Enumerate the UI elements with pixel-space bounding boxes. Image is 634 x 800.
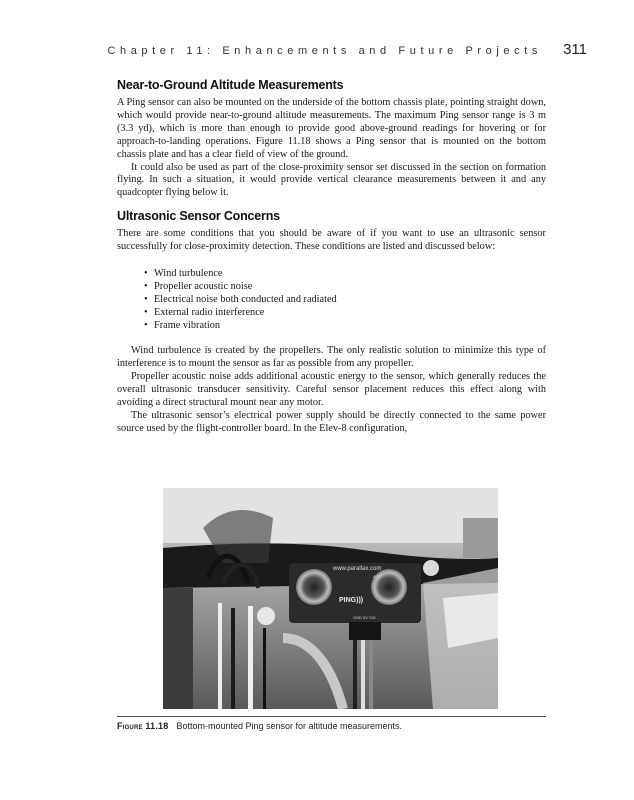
paragraph: The ultrasonic sensor’s electrical power supply should be directly connected to the same power source used by the flight-controller board. In the Elev-8 configuration, xyxy=(117,409,546,434)
caption-text: Bottom-mounted Ping sensor for altitude measurements. xyxy=(176,721,403,731)
paragraph: Propeller acoustic noise adds additional acoustic energy to the sensor, which generally reduces the overall ultrasonic transducer sensitivity. Careful sensor placement reduces this effect along with avoiding a direct structural mount near any motor. xyxy=(117,370,546,408)
mounting-nut xyxy=(423,560,439,576)
ping-sensor-photo xyxy=(163,488,498,709)
list-item: • Wind turbulence xyxy=(154,267,546,280)
board-act: ACT xyxy=(373,574,381,579)
list-item: • Frame vibration xyxy=(154,319,546,332)
paragraph: Wind turbulence is created by the propellers. The only realistic solution to minimize this type of interference is to mount the sensor as far as possible from any propeller. xyxy=(117,345,546,369)
cable-wire xyxy=(361,640,365,709)
white-standoff xyxy=(248,606,253,709)
frame-side xyxy=(163,588,193,709)
section-heading: Ultrasonic Sensor Concerns xyxy=(117,209,280,224)
cable-wire xyxy=(353,640,357,709)
frame-corner xyxy=(463,518,498,558)
board-pins: GND 5V SIG xyxy=(353,615,376,620)
black-standoff xyxy=(263,628,266,709)
board-url: www.parallax.com xyxy=(333,566,382,572)
body-content xyxy=(117,78,546,435)
black-standoff xyxy=(231,608,235,709)
cable-connector xyxy=(349,622,381,640)
figure-caption xyxy=(117,721,402,731)
white-standoff xyxy=(218,603,222,709)
cable-wire xyxy=(369,640,373,709)
figure-label: Figure 11.18 xyxy=(117,721,169,731)
paragraph: A Ping sensor can also be mounted on the underside of the bottom chassis plate, pointing straight down, which would provide near-to-ground altitude measurements. The maximum Ping sensor range is 3 m (3.3 yd), which is more than enough to provide good above-ground readings for hovering or for approach-to-landing operations. Figure 11.18 shows a Ping sensor that is mounted on the bottom chassis plate and has a clear field of view of the ground. xyxy=(117,97,546,160)
board-label: PING))) xyxy=(339,597,364,604)
running-head: Chapter 11: Enhancements and Future Projects xyxy=(107,45,542,57)
page-number: 311 xyxy=(563,41,587,58)
list-item: • External radio interference xyxy=(154,306,546,319)
ultrasonic-transducer xyxy=(296,569,332,605)
page-header xyxy=(0,43,634,63)
mounting-nut xyxy=(257,607,275,625)
bullet-list xyxy=(117,267,546,332)
list-item: • Electrical noise both conducted and radiated xyxy=(154,293,546,306)
section-heading: Near-to-Ground Altitude Measurements xyxy=(117,78,344,92)
paragraph: It could also be used as part of the close-proximity sensor set discussed in the section on formation flying. In such a situation, it would provide vertical clearance measurements between it and any quadcopter flying below it. xyxy=(117,161,546,199)
paragraph: There are some conditions that you should be aware of if you want to use an ultrasonic sensor successfully for close-proximity detection. These conditions are listed and discussed below: xyxy=(117,228,546,253)
figure-photo xyxy=(163,488,498,709)
list-item: • Propeller acoustic noise xyxy=(154,280,546,293)
caption-divider xyxy=(117,716,546,717)
